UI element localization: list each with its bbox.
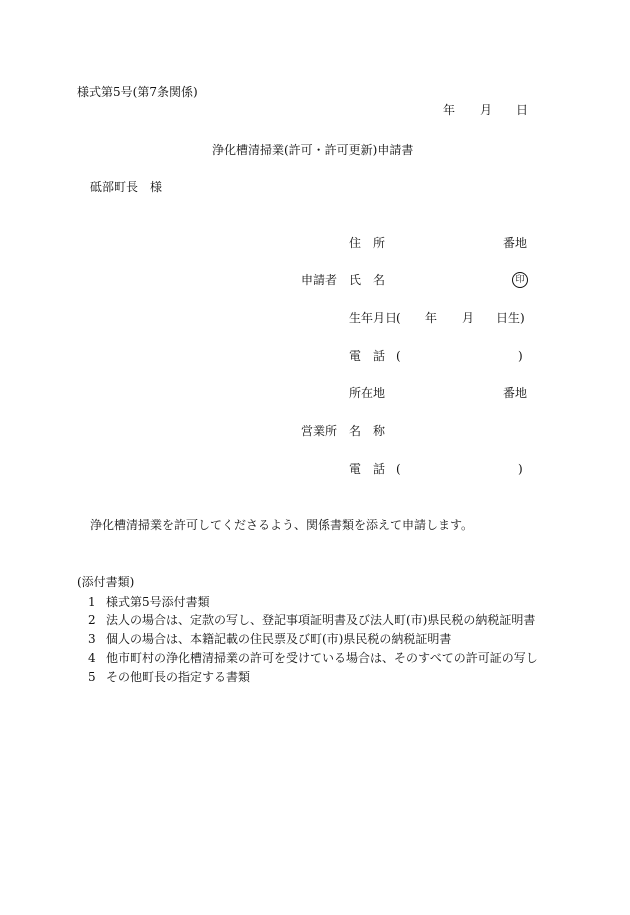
birthdate-year-label: 年 (425, 311, 438, 325)
attachment-number: 5 (88, 670, 96, 684)
applicant-name-label: 氏 名 (349, 273, 386, 287)
applicant-phone-close-paren: ) (518, 349, 523, 363)
birthdate-label: 生年月日 (349, 311, 398, 325)
date-day-label: 日 (516, 103, 529, 117)
attachment-number: 3 (88, 632, 96, 646)
office-section-label: 営業所 (301, 424, 338, 438)
office-location-label: 所在地 (349, 386, 386, 400)
applicant-address-label: 住 所 (349, 236, 386, 250)
document-title: 浄化槽清掃業(許可・許可更新)申請書 (212, 143, 414, 157)
attachment-number: 2 (88, 613, 96, 627)
applicant-phone-open-paren: ( (396, 349, 401, 363)
birthdate-open-paren: ( (396, 311, 401, 325)
office-phone-open-paren: ( (396, 462, 401, 476)
date-month-label: 月 (480, 103, 493, 117)
attachment-text: 法人の場合は、定款の写し、登記事項証明書及び法人町(市)県民税の納税証明書 (106, 613, 536, 627)
attachment-text: 他市町村の浄化槽清掃業の許可を受けている場合は、そのすべての許可証の写し (106, 651, 538, 665)
applicant-phone-label: 電 話 (349, 349, 386, 363)
office-phone-label: 電 話 (349, 462, 386, 476)
office-location-suffix: 番地 (503, 386, 528, 400)
birthdate-day-label: 日生) (496, 311, 525, 325)
date-year-label: 年 (443, 103, 456, 117)
attachments-heading: (添付書類) (77, 575, 135, 589)
office-phone-close-paren: ) (518, 462, 523, 476)
attachment-number: 4 (88, 651, 96, 665)
attachment-text: 個人の場合は、本籍記載の住民票及び町(市)県民税の納税証明書 (106, 632, 452, 646)
applicant-address-suffix: 番地 (503, 236, 528, 250)
attachment-text: 様式第5号添付書類 (106, 595, 210, 609)
birthdate-month-label: 月 (462, 311, 475, 325)
request-statement: 浄化槽清掃業を許可してくださるよう、関係書類を添えて申請します。 (90, 518, 474, 532)
seal-stamp-icon: 印 (512, 272, 528, 288)
attachment-number: 1 (88, 595, 96, 609)
office-name-label: 名 称 (349, 424, 386, 438)
addressee-honorific: 様 (150, 180, 163, 194)
applicant-section-label: 申請者 (301, 273, 338, 287)
attachment-text: その他町長の指定する書類 (106, 670, 251, 684)
form-number: 様式第5号(第7条関係) (77, 85, 198, 99)
addressee-name: 砥部町長 (90, 180, 139, 194)
